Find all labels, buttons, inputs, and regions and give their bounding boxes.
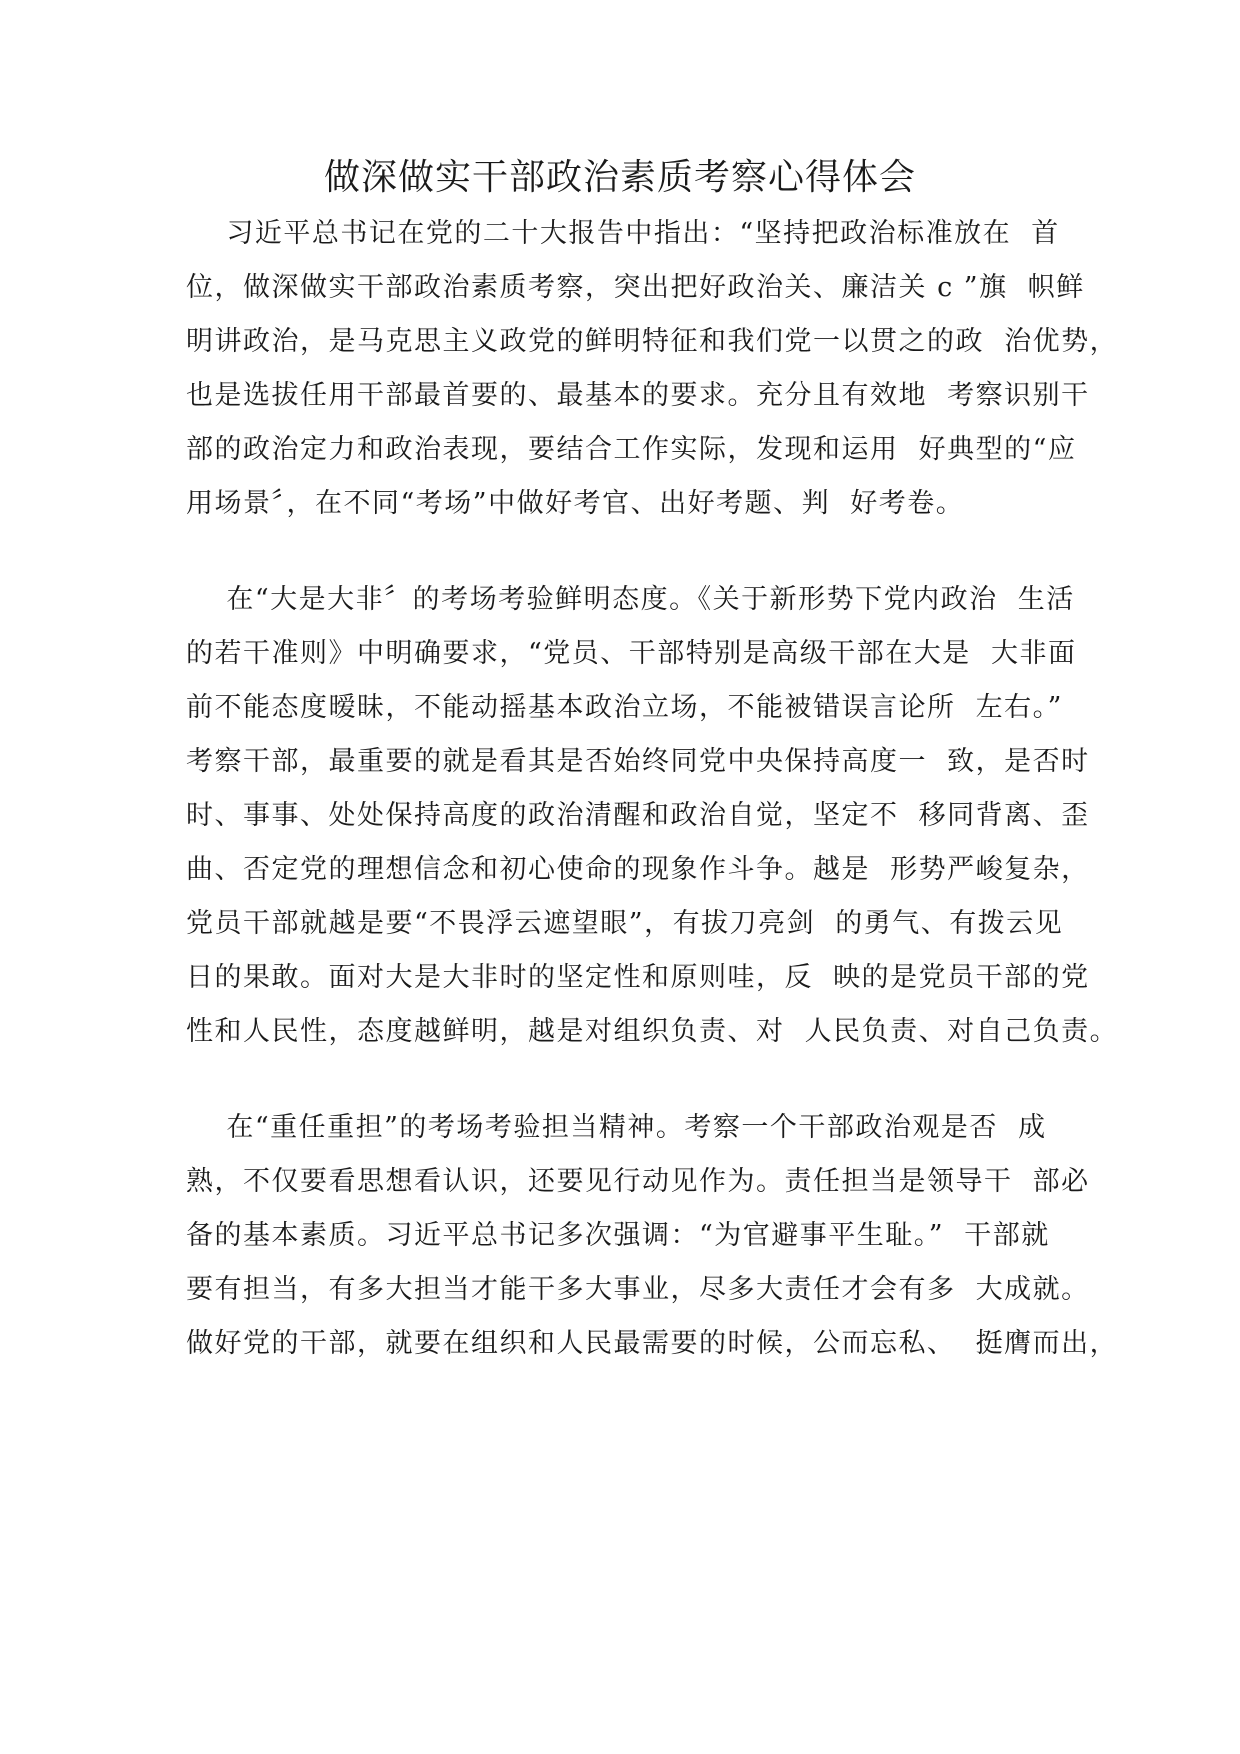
paragraph-line: 部的政治定力和政治表现，要结合工作实际，发现和运用 好典型的“应 bbox=[186, 434, 1077, 465]
paragraph-line: 备的基本素质。习近平总书记多次强调：“为官避事平生耻。” 干部就 bbox=[186, 1220, 1050, 1251]
paragraph-line: 也是选拔任用干部最首要的、最基本的要求。充分且有效地 考察识别干 bbox=[186, 380, 1090, 411]
paragraph-line: 考察干部，最重要的就是看其是否始终同党中央保持高度一 致，是否时 bbox=[186, 746, 1090, 777]
paragraph-line: 在“重任重担”的考场考验担当精神。考察一个干部政治观是否 成 bbox=[186, 1112, 1047, 1143]
paragraph-line: 要有担当，有多大担当才能干多大事业，尽多大责任才会有多 大成就。 bbox=[186, 1274, 1090, 1305]
paragraph-line: 在“大是大非〞的考场考验鲜明态度。《关于新形势下党内政治 生活 bbox=[186, 584, 1075, 615]
paragraph-line: 位，做深做实干部政治素质考察，突出把好政治关、廉洁关 c ”旗 帜鲜 bbox=[186, 272, 1085, 303]
paragraph-line: 性和人民性，态度越鲜明，越是对组织负责、对 人民负责、对自己负责。 bbox=[186, 1016, 1119, 1047]
paragraph-line: 的若干准则》中明确要求，“党员、干部特别是高级干部在大是 大非面 bbox=[186, 638, 1077, 669]
paragraph-line: 做好党的干部，就要在组织和人民最需要的时候，公而忘私、 挺膺而出， bbox=[186, 1328, 1119, 1359]
document-title: 做深做实干部政治素质考察心得体会 bbox=[323, 157, 916, 198]
paragraph-line: 前不能态度暧昧，不能动摇基本政治立场，不能被错误言论所 左右。” bbox=[186, 692, 1063, 723]
paragraph-line: 习近平总书记在党的二十大报告中指出：“坚持把政治标准放在 首 bbox=[186, 218, 1060, 249]
paragraph-line: 时、事事、处处保持高度的政治清醒和政治自觉，坚定不 移同背离、歪 bbox=[186, 800, 1090, 831]
paragraph-line: 党员干部就越是要“不畏浮云遮望眼”，有拔刀亮剑 的勇气、有拨云见 bbox=[186, 908, 1064, 939]
paragraph-line: 用场景〞，在不同“考场”中做好考官、出好考题、判 好考卷。 bbox=[186, 488, 965, 519]
paragraph-line: 曲、否定党的理想信念和初心使命的现象作斗争。越是 形势严峻复杂， bbox=[186, 854, 1090, 885]
paragraph-line: 日的果敢。面对大是大非时的坚定性和原则哇，反 映的是党员干部的党 bbox=[186, 962, 1090, 993]
paragraph-line: 明讲政治，是马克思主义政党的鲜明特征和我们党一以贯之的政 治优势， bbox=[186, 326, 1119, 357]
paragraph-line: 熟，不仅要看思想看认识，还要见行动见作为。责任担当是领导干 部必 bbox=[186, 1166, 1090, 1197]
